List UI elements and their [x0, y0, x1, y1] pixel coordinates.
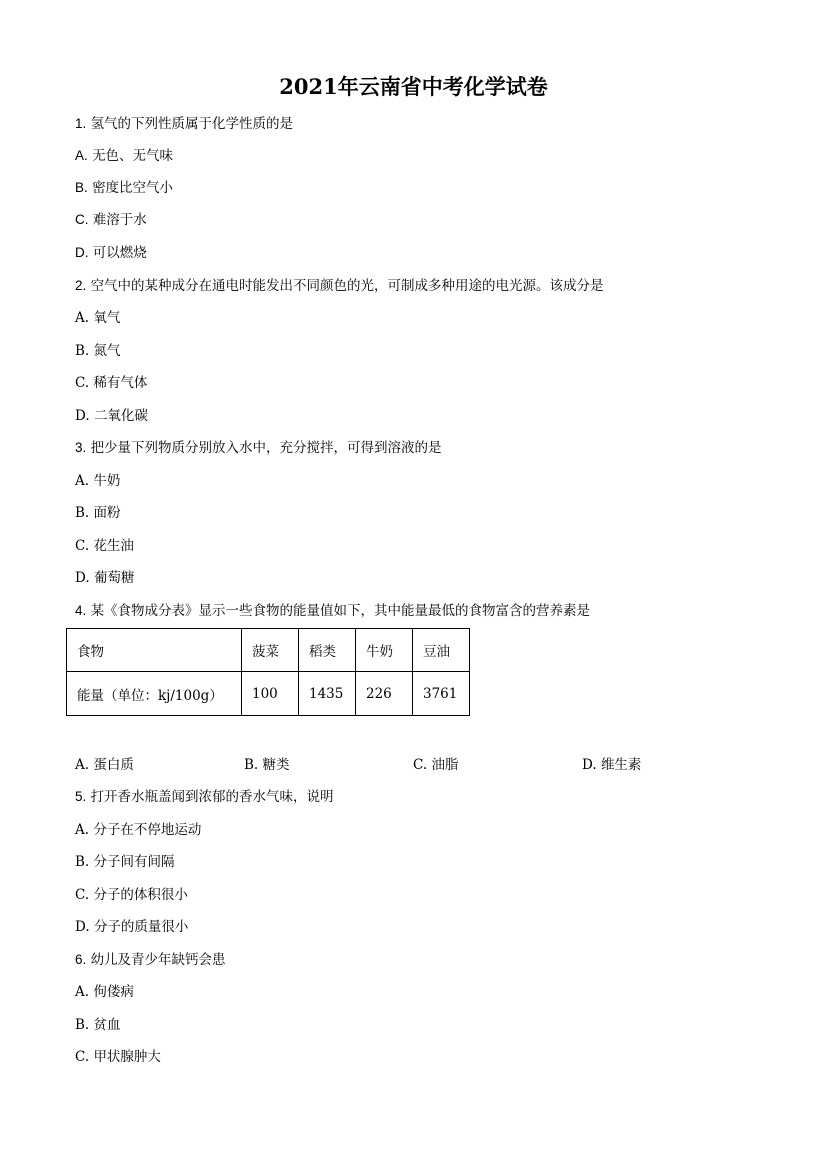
- option-2c: [75, 373, 147, 393]
- question-number: 3.: [75, 440, 87, 455]
- option-label: D.: [75, 570, 90, 586]
- question-3: [75, 438, 442, 458]
- option-4c: [413, 755, 458, 775]
- option-text: 密度比空气小: [92, 180, 174, 196]
- option-1d: [75, 243, 147, 263]
- option-5a: [75, 820, 201, 840]
- option-label: C.: [75, 1049, 90, 1065]
- option-label: A.: [75, 757, 90, 773]
- option-text: 佝偻病: [93, 984, 134, 1000]
- option-6a: [75, 982, 134, 1002]
- option-label: B.: [244, 757, 259, 773]
- question-2: [75, 276, 604, 296]
- question-number: 2.: [75, 278, 87, 293]
- question-number: 4.: [75, 603, 87, 618]
- option-text: 葡萄糖: [93, 570, 135, 586]
- option-label: A.: [75, 310, 90, 326]
- question-text: 把少量下列物质分别放入水中，充分搅拌，可得到溶液的是: [90, 440, 442, 456]
- option-text: 难溶于水: [92, 212, 147, 228]
- table-cell: 食物: [67, 629, 242, 672]
- question-number: 6.: [75, 952, 87, 967]
- option-3b: [75, 503, 121, 523]
- option-text: 稀有气体: [93, 375, 148, 391]
- option-text: 分子间有间隔: [93, 854, 175, 870]
- table-cell: 100: [242, 672, 299, 716]
- option-label: A.: [75, 148, 88, 163]
- table-cell: 豆油: [413, 629, 470, 672]
- option-text: 无色、无气味: [92, 148, 174, 164]
- option-label: D.: [75, 245, 89, 260]
- option-label: C.: [75, 375, 90, 391]
- option-2a: [75, 308, 120, 328]
- question-text: 幼儿及青少年缺钙会患: [90, 952, 226, 968]
- question-text: 打开香水瓶盖闻到浓郁的香水气味，说明: [90, 789, 334, 805]
- table-row: [67, 672, 470, 716]
- table-row: [67, 629, 470, 672]
- option-label: D.: [75, 408, 90, 424]
- table-cell: 226: [356, 672, 413, 716]
- option-text: 维生素: [600, 757, 642, 773]
- question-6: [75, 950, 226, 970]
- option-text: 分子的质量很小: [93, 919, 189, 935]
- table-cell: 菠菜: [242, 629, 299, 672]
- option-2d: [75, 406, 148, 426]
- option-text: 可以燃烧: [92, 245, 147, 261]
- option-text: 油脂: [431, 757, 459, 773]
- option-label: D.: [75, 919, 90, 935]
- table-cell: 1435: [299, 672, 356, 716]
- option-label: B.: [75, 505, 90, 521]
- option-label: D.: [582, 757, 597, 773]
- option-4a: [75, 755, 134, 775]
- option-text: 二氧化碳: [93, 408, 148, 424]
- option-label: B.: [75, 180, 88, 195]
- option-text: 蛋白质: [93, 757, 134, 773]
- table-cell: 牛奶: [356, 629, 413, 672]
- option-3a: [75, 471, 120, 491]
- option-3d: [75, 568, 134, 588]
- option-label: A.: [75, 822, 90, 838]
- option-text: 甲状腺肿大: [93, 1049, 161, 1065]
- question-1: [75, 114, 293, 134]
- option-6c: [75, 1047, 161, 1067]
- option-1b: [75, 178, 173, 198]
- option-label: C.: [413, 757, 428, 773]
- option-text: 花生油: [93, 538, 134, 554]
- option-text: 贫血: [93, 1017, 121, 1033]
- option-5c: [75, 885, 188, 905]
- food-energy-table: [66, 628, 470, 716]
- option-1c: [75, 210, 147, 230]
- option-5d: [75, 917, 188, 937]
- question-text: 空气中的某种成分在通电时能发出不同颜色的光，可制成多种用途的电光源。该成分是: [90, 278, 604, 294]
- option-text: 糖类: [262, 757, 290, 773]
- option-label: C.: [75, 887, 90, 903]
- option-2b: [75, 341, 121, 361]
- option-text: 分子在不停地运动: [93, 822, 202, 838]
- option-label: C.: [75, 538, 90, 554]
- option-label: A.: [75, 473, 90, 489]
- option-text: 面粉: [93, 505, 121, 521]
- option-label: B.: [75, 343, 90, 359]
- option-label: B.: [75, 1017, 90, 1033]
- option-4d: [582, 755, 641, 775]
- page-title: 2021年云南省中考化学试卷: [279, 74, 548, 99]
- option-5b: [75, 852, 175, 872]
- option-4b: [244, 755, 290, 775]
- question-text: 某《食物成分表》显示一些食物的能量值如下，其中能量最低的食物富含的营养素是: [90, 603, 591, 619]
- option-1a: [75, 146, 173, 166]
- option-text: 分子的体积很小: [93, 887, 188, 903]
- question-number: 5.: [75, 789, 87, 804]
- option-label: A.: [75, 984, 90, 1000]
- option-text: 氧气: [93, 310, 121, 326]
- table-cell: 稻类: [299, 629, 356, 672]
- question-5: [75, 787, 334, 807]
- option-6b: [75, 1015, 121, 1035]
- option-text: 氮气: [93, 343, 121, 359]
- table-cell: 3761: [413, 672, 470, 716]
- option-label: B.: [75, 854, 90, 870]
- option-3c: [75, 536, 134, 556]
- question-text: 氢气的下列性质属于化学性质的是: [90, 116, 294, 132]
- question-4: [75, 601, 590, 621]
- question-number: 1.: [75, 116, 87, 131]
- table-cell: 能量（单位：kj/100g）: [67, 672, 242, 716]
- option-text: 牛奶: [93, 473, 121, 489]
- option-label: C.: [75, 212, 89, 227]
